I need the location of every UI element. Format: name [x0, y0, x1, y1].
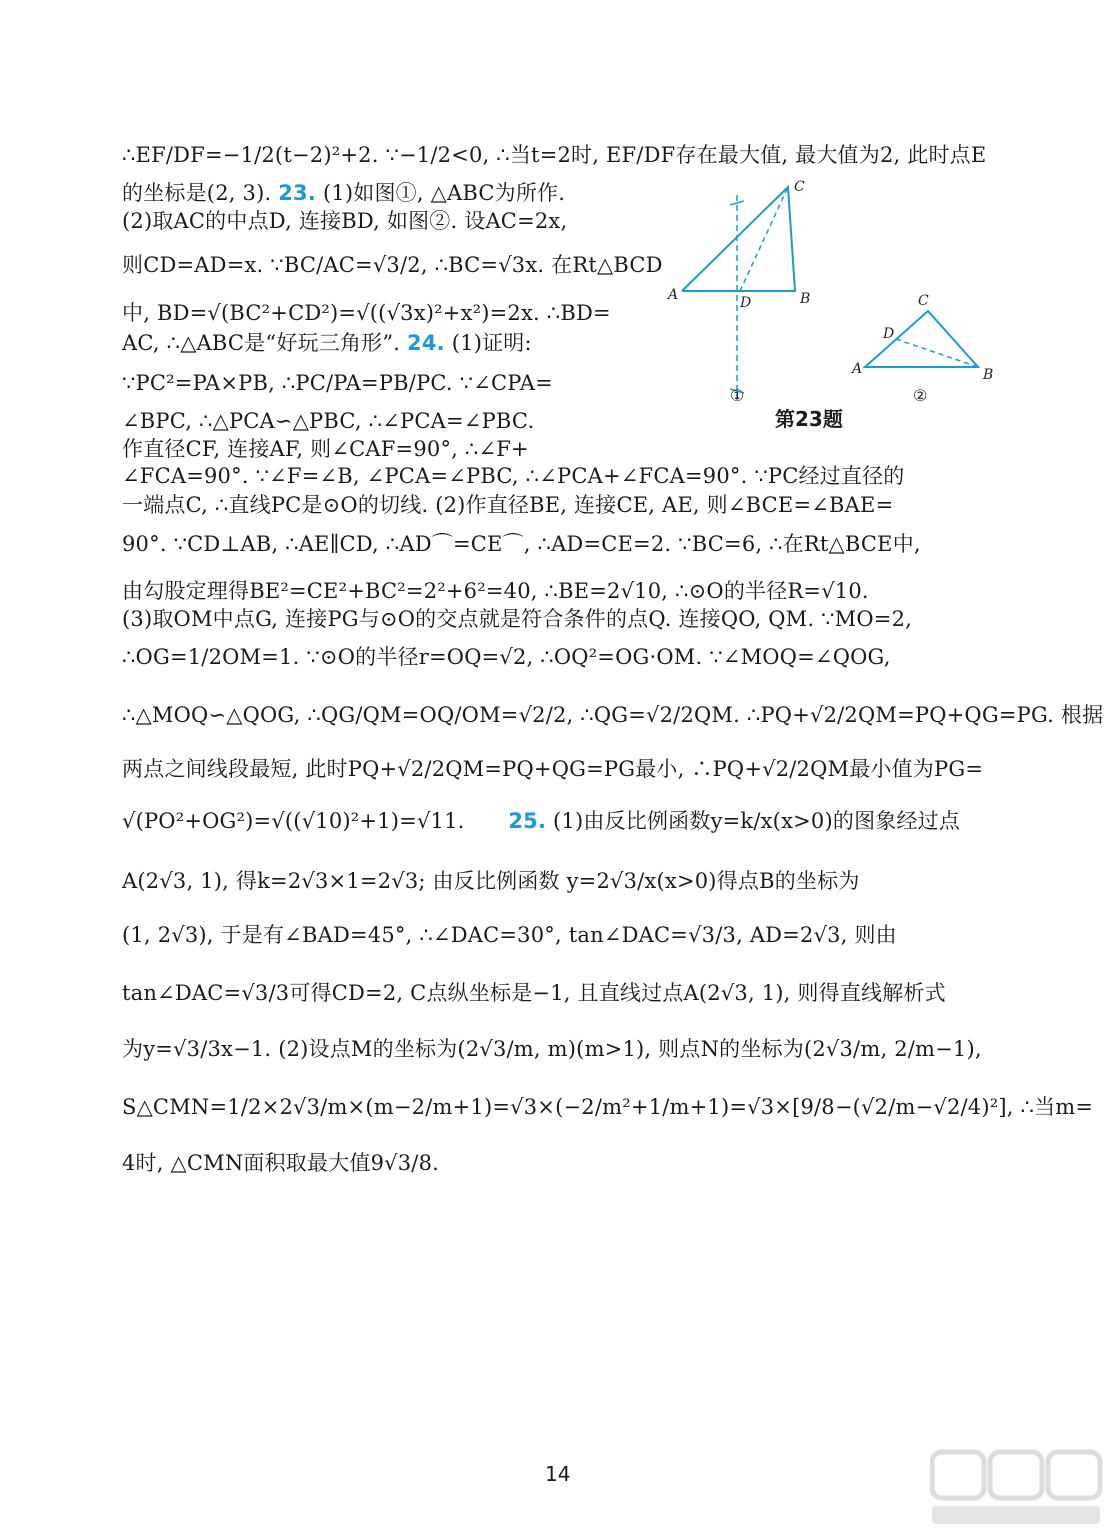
point-label: C: [794, 179, 805, 195]
point-label: D: [740, 295, 752, 311]
point-label: A: [852, 361, 863, 377]
page-number: 14: [545, 1462, 571, 1486]
text-segment: (1)如图①, △ABC为所作.: [322, 181, 566, 205]
point-label: B: [800, 291, 811, 307]
arc-mark-top: [730, 201, 744, 205]
figure-label: ①: [730, 386, 745, 405]
text-line-1: ∴EF/DF=−1/2(t−2)²+2. ∵−1/2<0, ∴当t=2时, EF/DF存在最大值, 最大值为2, 此时点E: [122, 143, 987, 167]
text-line-10: ∠FCA=90°. ∵∠F=∠B, ∠PCA=∠PBC, ∴∠PCA+∠FCA=90°. ∵PC经过直径的: [122, 464, 905, 488]
watermark-logo: [930, 1448, 1105, 1528]
question-number-25: 25.: [508, 809, 547, 833]
text-line-17: 两点之间线段最短, 此时PQ+√2/2QM=PQ+QG=PG最小, ∴PQ+√2/2QM最小值为PG=: [122, 757, 984, 781]
text-line-22: 为y=√3/3x−1. (2)设点M的坐标为(2√3/m, m)(m>1), 则点N的坐标为(2√3/m, 2/m−1),: [122, 1037, 982, 1061]
text-segment: AC, ∴△ABC是“好玩三角形”.: [122, 331, 401, 355]
text-segment: 的坐标是(2, 3).: [122, 181, 272, 205]
text-line-3: (2)取AC的中点D, 连接BD, 如图②. 设AC=2x,: [122, 209, 568, 233]
text-segment: (1)由反比例函数y=k/x(x>0)的图象经过点: [553, 809, 961, 833]
question-number-24: 24.: [407, 331, 445, 355]
text-line-19: A(2√3, 1), 得k=2√3×1=2√3; 由反比例函数 y=2√3/x(x>0)得点B的坐标为: [122, 869, 860, 893]
figure-1: [666, 179, 810, 405]
text-line-24: 4时, △CMN面积取最大值9√3/8.: [122, 1151, 440, 1175]
text-line-12: 90°. ∵CD⊥AB, ∴AE∥CD, ∴AD⌒=CE⌒, ∴AD=CE=2. ∵BC=6, ∴在Rt△BCE中,: [122, 532, 921, 556]
point-label: A: [668, 287, 679, 303]
text-line-15: ∴OG=1/2OM=1. ∵⊙O的半径r=OQ=√2, ∴OQ²=OG·OM. ∵∠MOQ=∠QOG,: [122, 645, 891, 669]
figure-2: [850, 293, 993, 405]
median-bd-1: [740, 187, 788, 291]
text-line-8: ∠BPC, ∴△PCA∽△PBC, ∴∠PCA=∠PBC.: [122, 409, 535, 433]
text-line-4: 则CD=AD=x. ∵BC/AC=√3/2, ∴BC=√3x. 在Rt△BCD: [122, 253, 663, 277]
text-line-11: 一端点C, ∴直线PC是⊙O的切线. (2)作直径BE, 连接CE, AE, 则∠BCE=∠BAE=: [122, 493, 894, 517]
text-line-13: 由勾股定理得BE²=CE²+BC²=2²+6²=40, ∴BE=2√10, ∴⊙O的半径R=√10.: [122, 579, 869, 603]
text-line-7: ∵PC²=PA×PB, ∴PC/PA=PB/PC. ∵∠CPA=: [122, 371, 553, 395]
point-label: C: [918, 293, 929, 309]
text-line-23: S△CMN=1/2×2√3/m×(m−2/m+1)=√3×(−2/m²+1/m+1)=√3×[9/8−(√2/m−√2/4)²], ∴当m=: [122, 1095, 1094, 1119]
text-line-9: 作直径CF, 连接AF, 则∠CAF=90°, ∴∠F+: [122, 437, 529, 461]
text-segment: √(PO²+OG²)=√((√10)²+1)=√11.: [122, 809, 465, 833]
text-line-21: tan∠DAC=√3/3可得CD=2, C点纵坐标是−1, 且直线过点A(2√3, 1), 则得直线解析式: [122, 981, 946, 1005]
text-line-2: [122, 178, 565, 208]
question-number-23: 23.: [278, 181, 317, 205]
figure-label: ②: [913, 386, 928, 405]
question-23-figure: [660, 175, 1000, 440]
text-line-5: 中, BD=√(BC²+CD²)=√((√3x)²+x²)=2x. ∴BD=: [122, 301, 611, 325]
point-label: D: [883, 326, 895, 342]
text-line-16: ∴△MOQ∽△QOG, ∴QG/QM=OQ/OM=√2/2, ∴QG=√2/2QM. ∴PQ+√2/2QM=PQ+QG=PG. 根据: [122, 703, 1104, 727]
point-label: B: [983, 367, 994, 383]
figure-caption: 第23题: [775, 407, 843, 431]
text-line-20: (1, 2√3), 于是有∠BAD=45°, ∴∠DAC=30°, tan∠DAC=√3/3, AD=2√3, 则由: [122, 923, 897, 947]
text-segment: (1)证明:: [451, 331, 532, 355]
triangle-abc-2: [865, 311, 978, 367]
text-line-14: (3)取OM中点G, 连接PG与⊙O的交点就是符合条件的点Q. 连接QO, QM. ∵MO=2,: [122, 607, 913, 631]
text-line-6: [122, 328, 532, 358]
text-line-18: [122, 806, 960, 836]
